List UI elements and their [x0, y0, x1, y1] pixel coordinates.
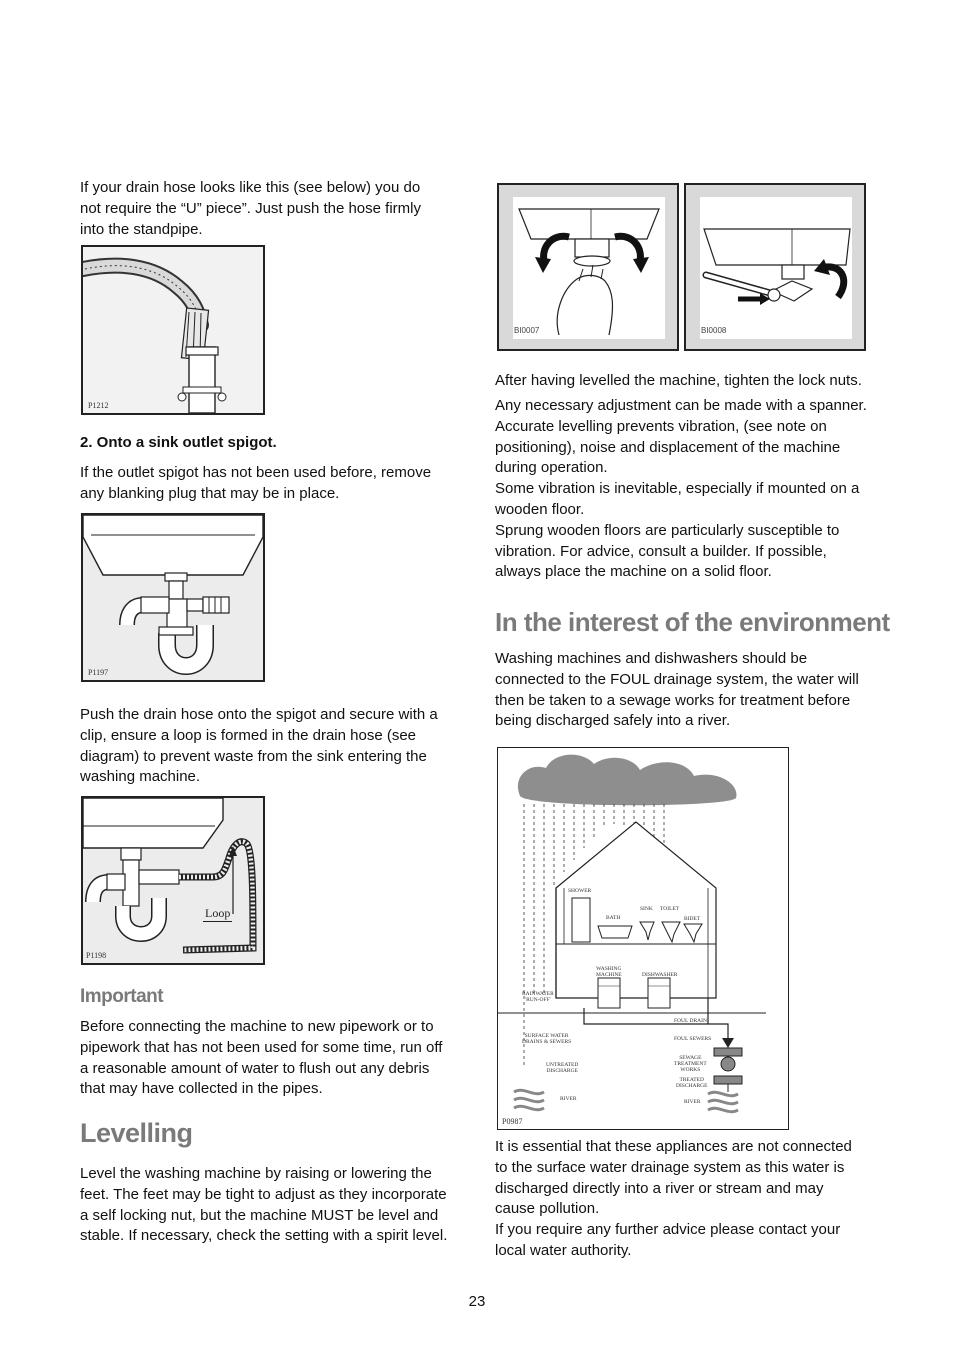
figure-code: BI0008 — [701, 326, 727, 335]
text-line: to the surface water drainage system as this water is — [495, 1158, 845, 1176]
untreated-discharge-label — [546, 1062, 578, 1074]
hose-loop-figure — [81, 796, 265, 965]
levelling-paragraph — [80, 1164, 447, 1247]
text-line: If your drain hose looks like this (see below) you do — [80, 179, 421, 196]
text-line: clip, ensure a loop is formed in the drain hose (see — [80, 726, 417, 744]
sink-spigot-figure — [81, 513, 265, 682]
text-line: any blanking plug that may be in place. — [80, 484, 340, 502]
label-line: DISCHARGE — [676, 1083, 708, 1089]
label-line: DISCHARGE — [546, 1068, 578, 1074]
text-line: Some vibration is inevitable, especially if mounted on a — [495, 480, 860, 498]
levelling-feet-figure — [497, 183, 679, 351]
essential-paragraph — [495, 1137, 852, 1262]
sink-label: SINK — [640, 906, 653, 912]
standpipe-figure — [81, 245, 265, 415]
text-line: being discharged safely into a river. — [495, 712, 731, 730]
drainage-diagram — [497, 747, 789, 1130]
text-line: that may have collected in the pipes. — [80, 1080, 323, 1098]
intro-paragraph — [80, 178, 421, 240]
dishwasher-label: DISHWASHER — [642, 972, 678, 978]
text-line: Washing machines and dishwashers should be — [495, 650, 808, 667]
lock-nuts-paragraph — [495, 371, 862, 392]
figure-code: P1212 — [88, 401, 109, 410]
levelling-hand-illustration — [499, 185, 677, 349]
adjustment-paragraph — [495, 396, 867, 583]
hose-loop-illustration — [83, 798, 263, 963]
bath-label: BATH — [606, 915, 621, 921]
text-line: connected to the FOUL drainage system, the water will — [495, 670, 859, 688]
levelling-heading: Levelling — [80, 1118, 193, 1148]
text-line: washing machine. — [80, 768, 201, 786]
text-line: always place the machine on a solid floor. — [495, 563, 772, 581]
text-line: then be taken to a sewage works for treatment before — [495, 691, 851, 709]
page-number: 23 — [468, 1293, 486, 1310]
text-line: feet. The feet may be tight to adjust as they incorporate — [80, 1185, 447, 1203]
washing-machine-label — [596, 966, 622, 978]
text-line: Level the washing machine by raising or lowering the — [80, 1165, 432, 1182]
bidet-label: BIDET — [684, 916, 701, 922]
text-line: discharged directly into a river or stream and may — [495, 1179, 824, 1197]
standpipe-illustration — [83, 247, 263, 413]
figure-code: P0987 — [502, 1117, 523, 1126]
label-line: DRAINS & SEWERS — [522, 1039, 572, 1045]
label-line: UNTREATED — [546, 1062, 579, 1068]
text-line: If the outlet spigot has not been used before, remove — [80, 464, 432, 481]
text-line: local water authority. — [495, 1241, 632, 1259]
text-line: Push the drain hose onto the spigot and secure with a — [80, 706, 438, 723]
river-left-label: RIVER — [560, 1096, 577, 1102]
label-line: SURFACE WATER — [524, 1033, 569, 1039]
figure-code: P1198 — [86, 951, 107, 960]
important-paragraph — [80, 1017, 442, 1100]
label-line: WASHING — [596, 966, 622, 972]
label-line: MACHINE — [596, 972, 622, 978]
text-line: a reasonable amount of water to flush out any debris — [80, 1059, 430, 1077]
text-line: a self locking nut, but the machine MUST be level and — [80, 1206, 439, 1224]
important-heading: Important — [80, 986, 164, 1007]
river-right-label: RIVER — [684, 1099, 701, 1105]
figure-code: BI0007 — [514, 326, 540, 335]
surface-water-label — [522, 1033, 571, 1045]
text-line: vibration. For advice, consult a builder. If possible, — [495, 542, 827, 560]
environment-paragraph — [495, 649, 859, 732]
text-line: Any necessary adjustment can be made with a spanner. — [495, 397, 867, 414]
foul-sewers-label: FOUL SEWERS — [674, 1036, 712, 1042]
text-line: wooden floor. — [495, 500, 585, 518]
loop-label: Loop — [205, 906, 231, 920]
environment-heading: In the interest of the environment — [495, 607, 890, 637]
label-line: TREATED — [679, 1077, 704, 1083]
text-line: pipework that has not been used for some time, run off — [80, 1038, 443, 1056]
label-line: TREATMENT — [674, 1061, 707, 1067]
text-line: It is essential that these appliances are not connected — [495, 1138, 852, 1155]
foul-drain-label: FOUL DRAIN — [674, 1018, 707, 1024]
label-line: WORKS — [680, 1067, 701, 1073]
text-line: not require the “U” piece”. Just push the hose firmly — [80, 199, 421, 217]
spigot-paragraph — [80, 463, 431, 505]
sink-spigot-heading: 2. Onto a sink outlet spigot. — [80, 434, 277, 451]
sink-trap-illustration — [83, 515, 263, 680]
text-line: during operation. — [495, 459, 608, 477]
text-line: positioning), noise and displacement of the machine — [495, 438, 841, 456]
text-line: After having levelled the machine, tighten the lock nuts. — [495, 372, 862, 389]
text-line: Sprung wooden floors are particularly susceptible to — [495, 521, 840, 539]
levelling-spanner-illustration — [686, 185, 864, 349]
text-line: stable. If necessary, check the setting with a spirit level. — [80, 1227, 448, 1245]
push-hose-paragraph — [80, 705, 438, 788]
label-line: RAINWATER — [522, 991, 554, 997]
shower-label: SHOWER — [568, 888, 592, 894]
toilet-label: TOILET — [660, 906, 680, 912]
treated-discharge-label — [676, 1077, 707, 1089]
sewage-treatment-label — [674, 1055, 707, 1073]
text-line: Before connecting the machine to new pipework or to — [80, 1018, 434, 1035]
text-line: cause pollution. — [495, 1200, 600, 1218]
rainwater-label — [522, 991, 554, 1003]
drainage-illustration — [498, 748, 787, 1128]
text-line: into the standpipe. — [80, 220, 203, 238]
text-line: diagram) to prevent waste from the sink entering the — [80, 747, 427, 765]
label-line: 'RUN-OFF' — [525, 997, 551, 1003]
figure-code: P1197 — [88, 668, 109, 677]
label-line: SEWAGE — [679, 1055, 702, 1061]
levelling-spanner-figure — [684, 183, 866, 351]
text-line: If you require any further advice please contact your — [495, 1221, 841, 1239]
text-line: Accurate levelling prevents vibration, (see note on — [495, 417, 827, 435]
